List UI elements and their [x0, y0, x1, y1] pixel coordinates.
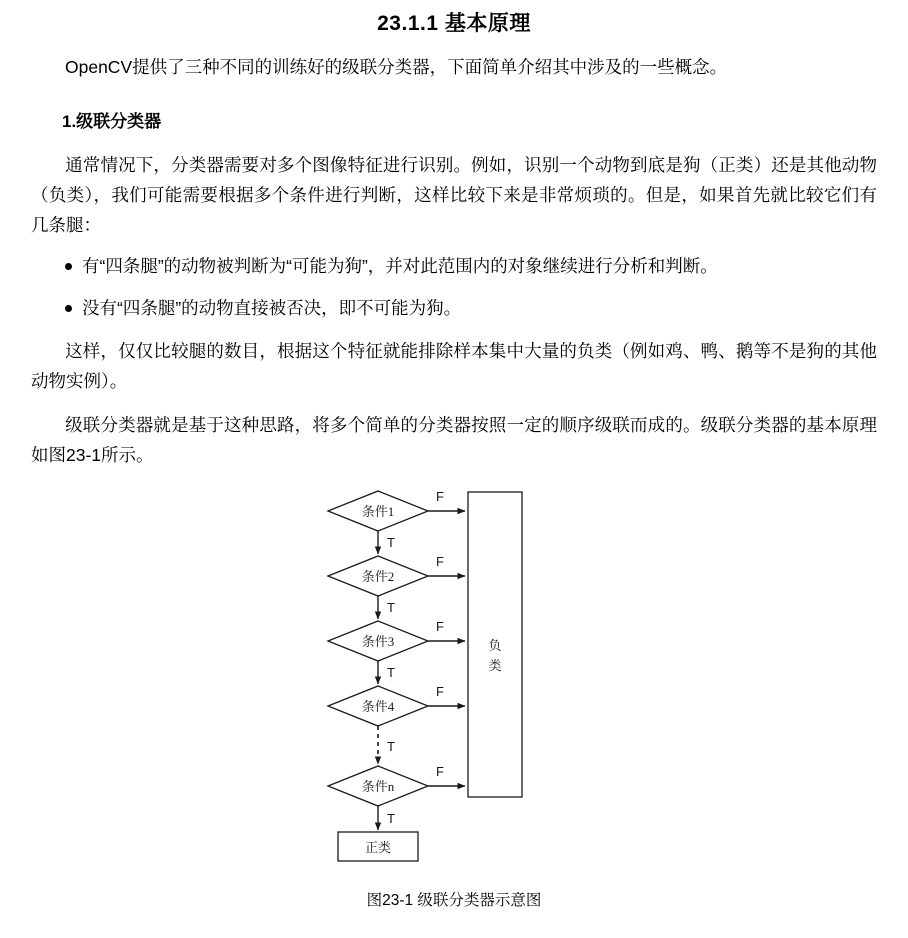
paragraph-2 [31, 336, 877, 396]
decision-node-3-label: 条件3 [361, 634, 395, 649]
figure-caption: 图23-1 级联分类器示意图 [366, 892, 542, 909]
true-flag-2: T [387, 600, 395, 615]
false-flag-1: F [436, 489, 444, 504]
true-flag-n: T [387, 811, 395, 826]
decision-node-2-label: 条件2 [361, 569, 395, 584]
decision-node-n-label: 条件n [361, 779, 395, 794]
false-flag-n: F [436, 764, 444, 779]
negative-class-label-line1: 负 [488, 638, 502, 653]
paragraph-2-text: 这样，仅仅比较腿的数目，根据这个特征就能排除样本集中大量的负类（例如鸡、鸭、鹅等不是狗的其他动物实例）。 [31, 341, 877, 391]
subheading-cascade-classifier: 1.级联分类器 [62, 112, 162, 131]
intro-paragraph [31, 52, 877, 82]
list-item-text: 有“四条腿”的动物被判断为“可能为狗”，并对此范围内的对象继续进行分析和判断。 [82, 256, 718, 276]
list-item [62, 294, 877, 322]
list-item [62, 252, 877, 280]
decision-node-4-label: 条件4 [361, 699, 395, 714]
list-item-text: 没有“四条腿”的动物直接被否决，即不可能为狗。 [82, 298, 462, 318]
page-title: 23.1.1 基本原理 [377, 12, 531, 35]
dashed-link-flag: T [387, 739, 395, 754]
false-flag-2: F [436, 554, 444, 569]
paragraph-1 [31, 150, 877, 240]
paragraph-3-text: 级联分类器就是基于这种思路，将多个简单的分类器按照一定的顺序级联而成的。级联分类器的基本原理如图23-1所示。 [31, 415, 877, 465]
cascade-classifier-diagram [260, 480, 560, 880]
paragraph-1-text: 通常情况下，分类器需要对多个图像特征进行识别。例如，识别一个动物到底是狗（正类）还是其他动物（负类），我们可能需要根据多个条件进行判断，这样比较下来是非常烦琐的。但是，如果首先就比较它们有几条腿： [31, 155, 877, 235]
decision-node-1-label: 条件1 [361, 504, 395, 519]
paragraph-3 [31, 410, 877, 470]
positive-class-label: 正类 [364, 840, 392, 855]
true-flag-1: T [387, 535, 395, 550]
negative-class-label-line2: 类 [488, 658, 502, 673]
intro-paragraph-text: OpenCV提供了三种不同的训练好的级联分类器，下面简单介绍其中涉及的一些概念。 [65, 57, 728, 77]
false-flag-3: F [436, 619, 444, 634]
false-flag-4: F [436, 684, 444, 699]
true-flag-3: T [387, 665, 395, 680]
